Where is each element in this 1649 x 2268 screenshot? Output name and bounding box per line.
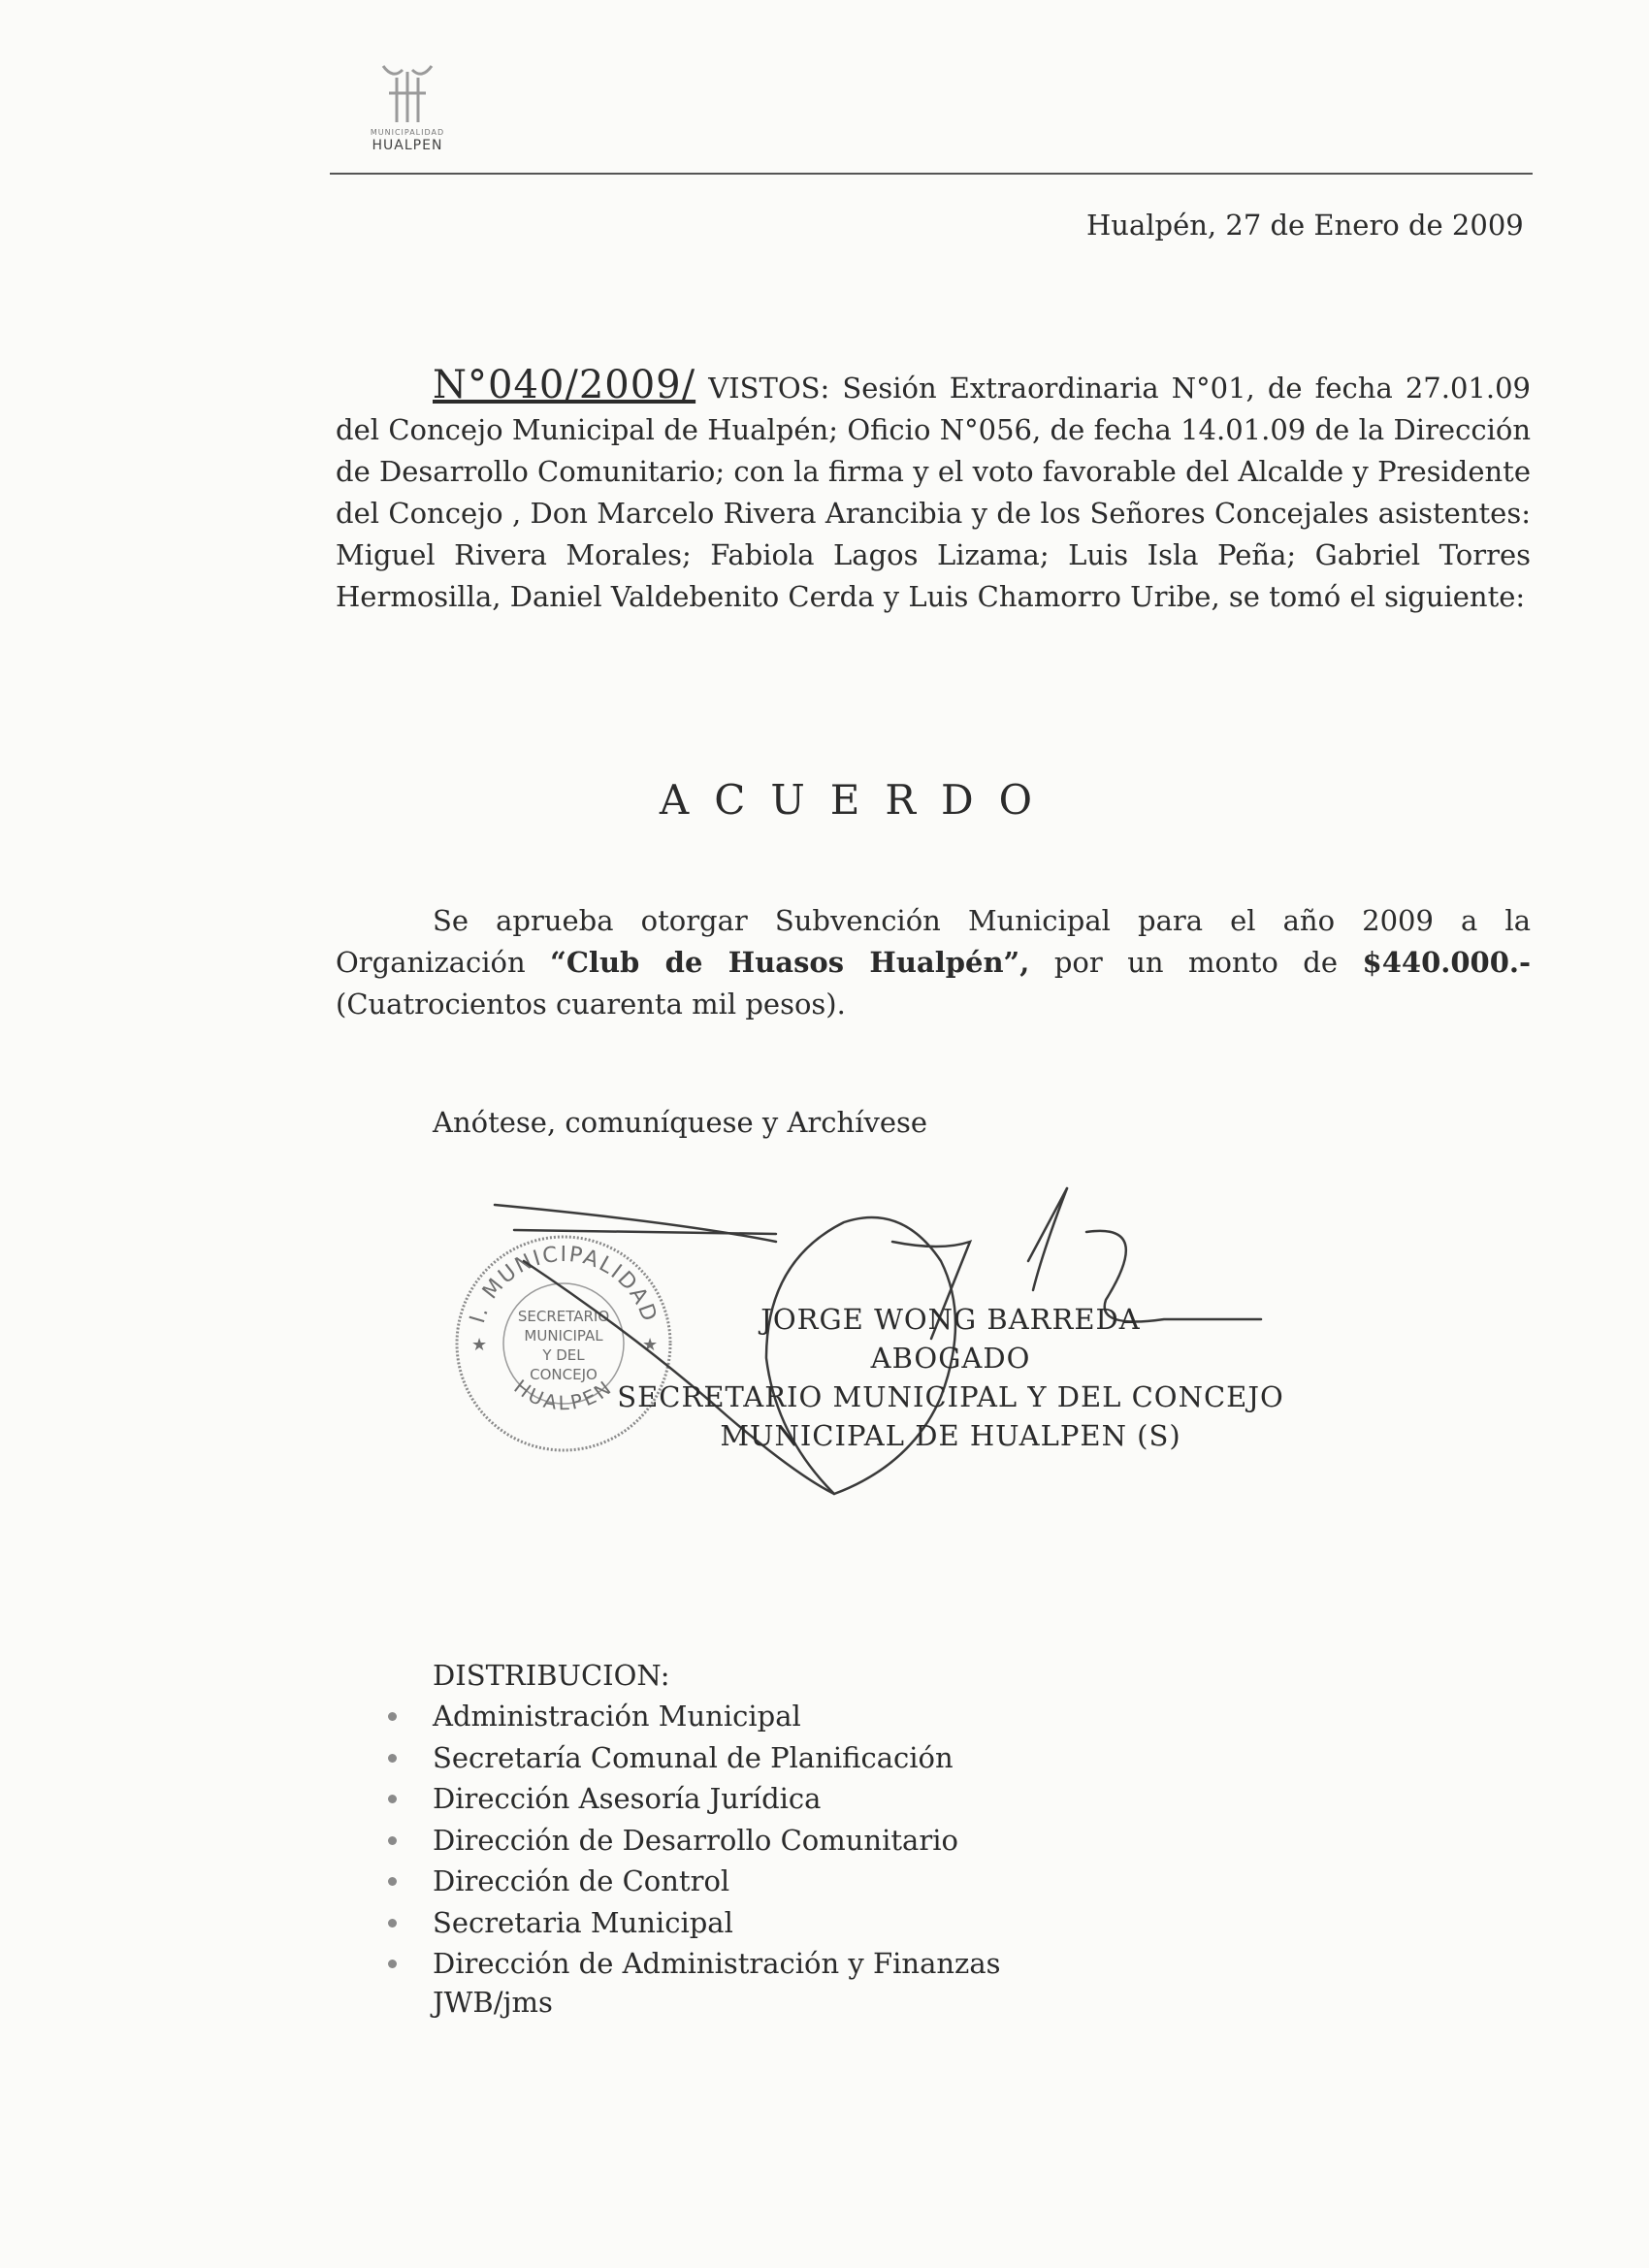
signer-profession: ABOGADO — [870, 1342, 1031, 1375]
place-date: Hualpén, 27 de Enero de 2009 — [1086, 209, 1524, 242]
logo-org-name: HUALPEN — [372, 138, 443, 153]
bullet-icon — [388, 1754, 397, 1763]
bullet-icon — [388, 1712, 397, 1721]
header-rule — [330, 173, 1533, 175]
list-item: Dirección de Administración y Finanzas — [433, 1943, 1001, 1985]
list-item: Dirección Asesoría Jurídica — [433, 1778, 1001, 1820]
star-icon: ★ — [642, 1335, 659, 1355]
logo-emblem-icon — [373, 58, 441, 126]
stamp-outer-bottom: HUALPEN — [509, 1375, 618, 1415]
list-item: Secretaría Comunal de Planificación — [433, 1737, 1001, 1779]
bullet-icon — [388, 1960, 397, 1968]
signer-position-line1: SECRETARIO MUNICIPAL Y DEL CONCEJO — [617, 1380, 1284, 1413]
vistos-paragraph — [336, 365, 1531, 618]
bullet-icon — [388, 1836, 397, 1845]
agreement-amount: $440.000.- — [1362, 946, 1532, 979]
stamp-inner-line: SECRETARIO — [517, 1308, 610, 1325]
distribution-heading: DISTRIBUCION: — [433, 1659, 670, 1692]
author-initials: JWB/jms — [433, 1985, 553, 2019]
vistos-text: VISTOS: Sesión Extraordinaria N°01, de fecha 27.01.09 del Concejo Municipal de Hualpén; Oficio N°056, de fecha 14.01.09 de la Dirección de Desarrollo Comunitario; con la firma y el voto favorable del Alcalde y Presidente del Concejo , Don Marcelo Rivera Arancibia y de los Señores Concejales asistentes: Miguel Rivera Morales; Fabiola Lagos Lizama; Luis Isla Peña; Gabriel Torres Hermosilla, Daniel Valdebenito Cerda y Luis Chamorro Uribe, se tomó el siguiente: — [336, 372, 1531, 613]
signer-block — [582, 1300, 1319, 1455]
star-icon: ★ — [471, 1335, 488, 1355]
list-item: Dirección de Control — [433, 1861, 1001, 1902]
distribution-list — [433, 1696, 1001, 1985]
signer-position-line2: MUNICIPAL DE HUALPEN (S) — [720, 1419, 1181, 1452]
bullet-icon — [388, 1919, 397, 1928]
signer-name: JORGE WONG BARREDA — [760, 1303, 1141, 1336]
agreement-organization: “Club de Huasos Hualpén”, — [550, 946, 1030, 979]
distribution-section — [433, 1659, 1001, 2020]
logo-org-small: MUNICIPALIDAD — [370, 128, 445, 137]
agreement-amount-words: (Cuatrocientos cuarenta mil pesos). — [336, 988, 846, 1021]
agreement-title: ACUERDO — [659, 776, 1058, 824]
closing-text: Anótese, comuníquese y Archívese — [433, 1106, 928, 1139]
stamp-inner-line: Y DEL — [542, 1346, 585, 1364]
stamp-inner-line: CONCEJO — [530, 1366, 598, 1383]
agreement-text-middle: por un monto de — [1053, 946, 1339, 979]
bullet-icon — [388, 1795, 397, 1803]
stamp-inner-line: MUNICIPAL — [524, 1327, 603, 1345]
resolution-number: N°040/2009/ — [433, 363, 696, 407]
bullet-icon — [388, 1877, 397, 1886]
stamp-outer-top: I. MUNICIPALIDAD — [465, 1242, 663, 1327]
list-item: Administración Municipal — [433, 1696, 1001, 1737]
municipality-logo — [349, 58, 466, 153]
agreement-text-before: Se aprueba otorgar Subvención Municipal para el año 2009 a la Organización — [336, 904, 1531, 979]
agreement-paragraph — [336, 900, 1531, 1025]
list-item: Dirección de Desarrollo Comunitario — [433, 1820, 1001, 1862]
list-item: Secretaria Municipal — [433, 1902, 1001, 1944]
